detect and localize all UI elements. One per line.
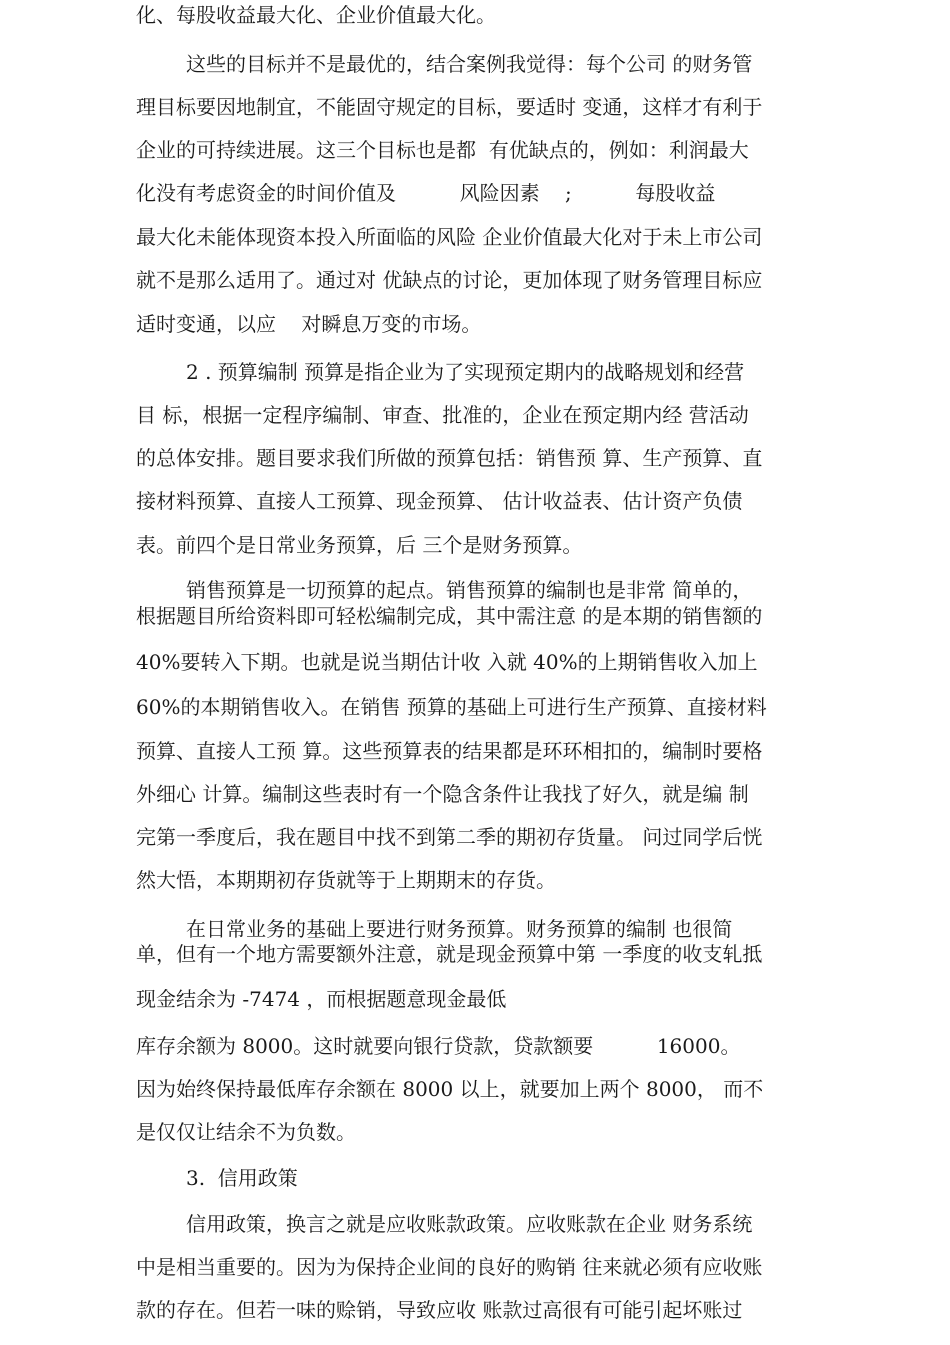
text-line: 化、每股收益最大化、企业价值最大化。 xyxy=(136,3,496,27)
text-line: 最大化未能体现资本投入所面临的风险 企业价值最大化对于未上市公司 xyxy=(136,225,763,249)
text-line: 40%要转入下期。也就是说当期估计收 入就 40%的上期销售收入加上 xyxy=(136,650,758,674)
text-line: 目 标，根据一定程序编制、审查、批准的，企业在预定期内经 营活动 xyxy=(136,403,749,427)
text-line: 这些的目标并不是最优的，结合案例我觉得：每个公司 的财务管 xyxy=(186,52,753,76)
text-line: 款的存在。但若一味的赊销，导致应收 账款过高很有可能引起坏账过 xyxy=(136,1298,743,1322)
text-line: 化没有考虑资金的时间价值及 风险因素 ; 每股收益 xyxy=(136,181,716,205)
text-line: 企业的可持续进展。这三个目标也是都 有优缺点的，例如：利润最大 xyxy=(136,138,749,162)
text-line: 然大悟，本期期初存货就等于上期期末的存货。 xyxy=(136,868,556,892)
text-line: 库存余额为 8000。这时就要向银行贷款，贷款额要 16000。 xyxy=(136,1034,741,1058)
text-line: 因为始终保持最低库存余额在 8000 以上，就要加上两个 8000， 而不 xyxy=(136,1077,764,1101)
text-line: 根据题目所给资料即可轻松编制完成，其中需注意 的是本期的销售额的 xyxy=(136,604,763,628)
text-line: 是仅仅让结余不为负数。 xyxy=(136,1120,356,1144)
text-line: 销售预算是一切预算的起点。销售预算的编制也是非常 简单的， xyxy=(186,578,753,602)
text-line: 表。前四个是日常业务预算，后 三个是财务预算。 xyxy=(136,533,583,557)
text-line: 理目标要因地制宜，不能固守规定的目标，要适时 变通，这样才有利于 xyxy=(136,95,763,119)
text-line: 适时变通，以应 对瞬息万变的市场。 xyxy=(136,312,482,336)
text-line: 的总体安排。题目要求我们所做的预算包括：销售预 算、生产预算、直 xyxy=(136,446,763,470)
text-line: 外细心 计算。编制这些表时有一个隐含条件让我找了好久，就是编 制 xyxy=(136,782,749,806)
text-line: 在日常业务的基础上要进行财务预算。财务预算的编制 也很简 xyxy=(186,917,733,941)
text-line: 预算、直接人工预 算。这些预算表的结果都是环环相扣的，编制时要格 xyxy=(136,739,763,763)
text-line: 中是相当重要的。因为为保持企业间的良好的购销 往来就必须有应收账 xyxy=(136,1255,763,1279)
section-heading-budget: 2 . 预算编制 预算是指企业为了实现预定期内的战略规划和经营 xyxy=(186,360,745,384)
text-line: 信用政策，换言之就是应收账款政策。应收账款在企业 财务系统 xyxy=(186,1212,753,1236)
text-line: 接材料预算、直接人工预算、现金预算、 估计收益表、估计资产负债 xyxy=(136,489,743,513)
text-line: 完第一季度后，我在题目中找不到第二季的期初存货量。 问过同学后恍 xyxy=(136,825,763,849)
section-heading-credit-policy: 3. 信用政策 xyxy=(186,1166,298,1190)
text-line: 就不是那么适用了。通过对 优缺点的讨论，更加体现了财务管理目标应 xyxy=(136,268,763,292)
text-line: 60%的本期销售收入。在销售 预算的基础上可进行生产预算、直接材料 xyxy=(136,695,767,719)
text-line: 单，但有一个地方需要额外注意，就是现金预算中第 一季度的收支轧抵 xyxy=(136,942,763,966)
text-line: 现金结余为 -7474 ，而根据题意现金最低 xyxy=(136,987,507,1011)
